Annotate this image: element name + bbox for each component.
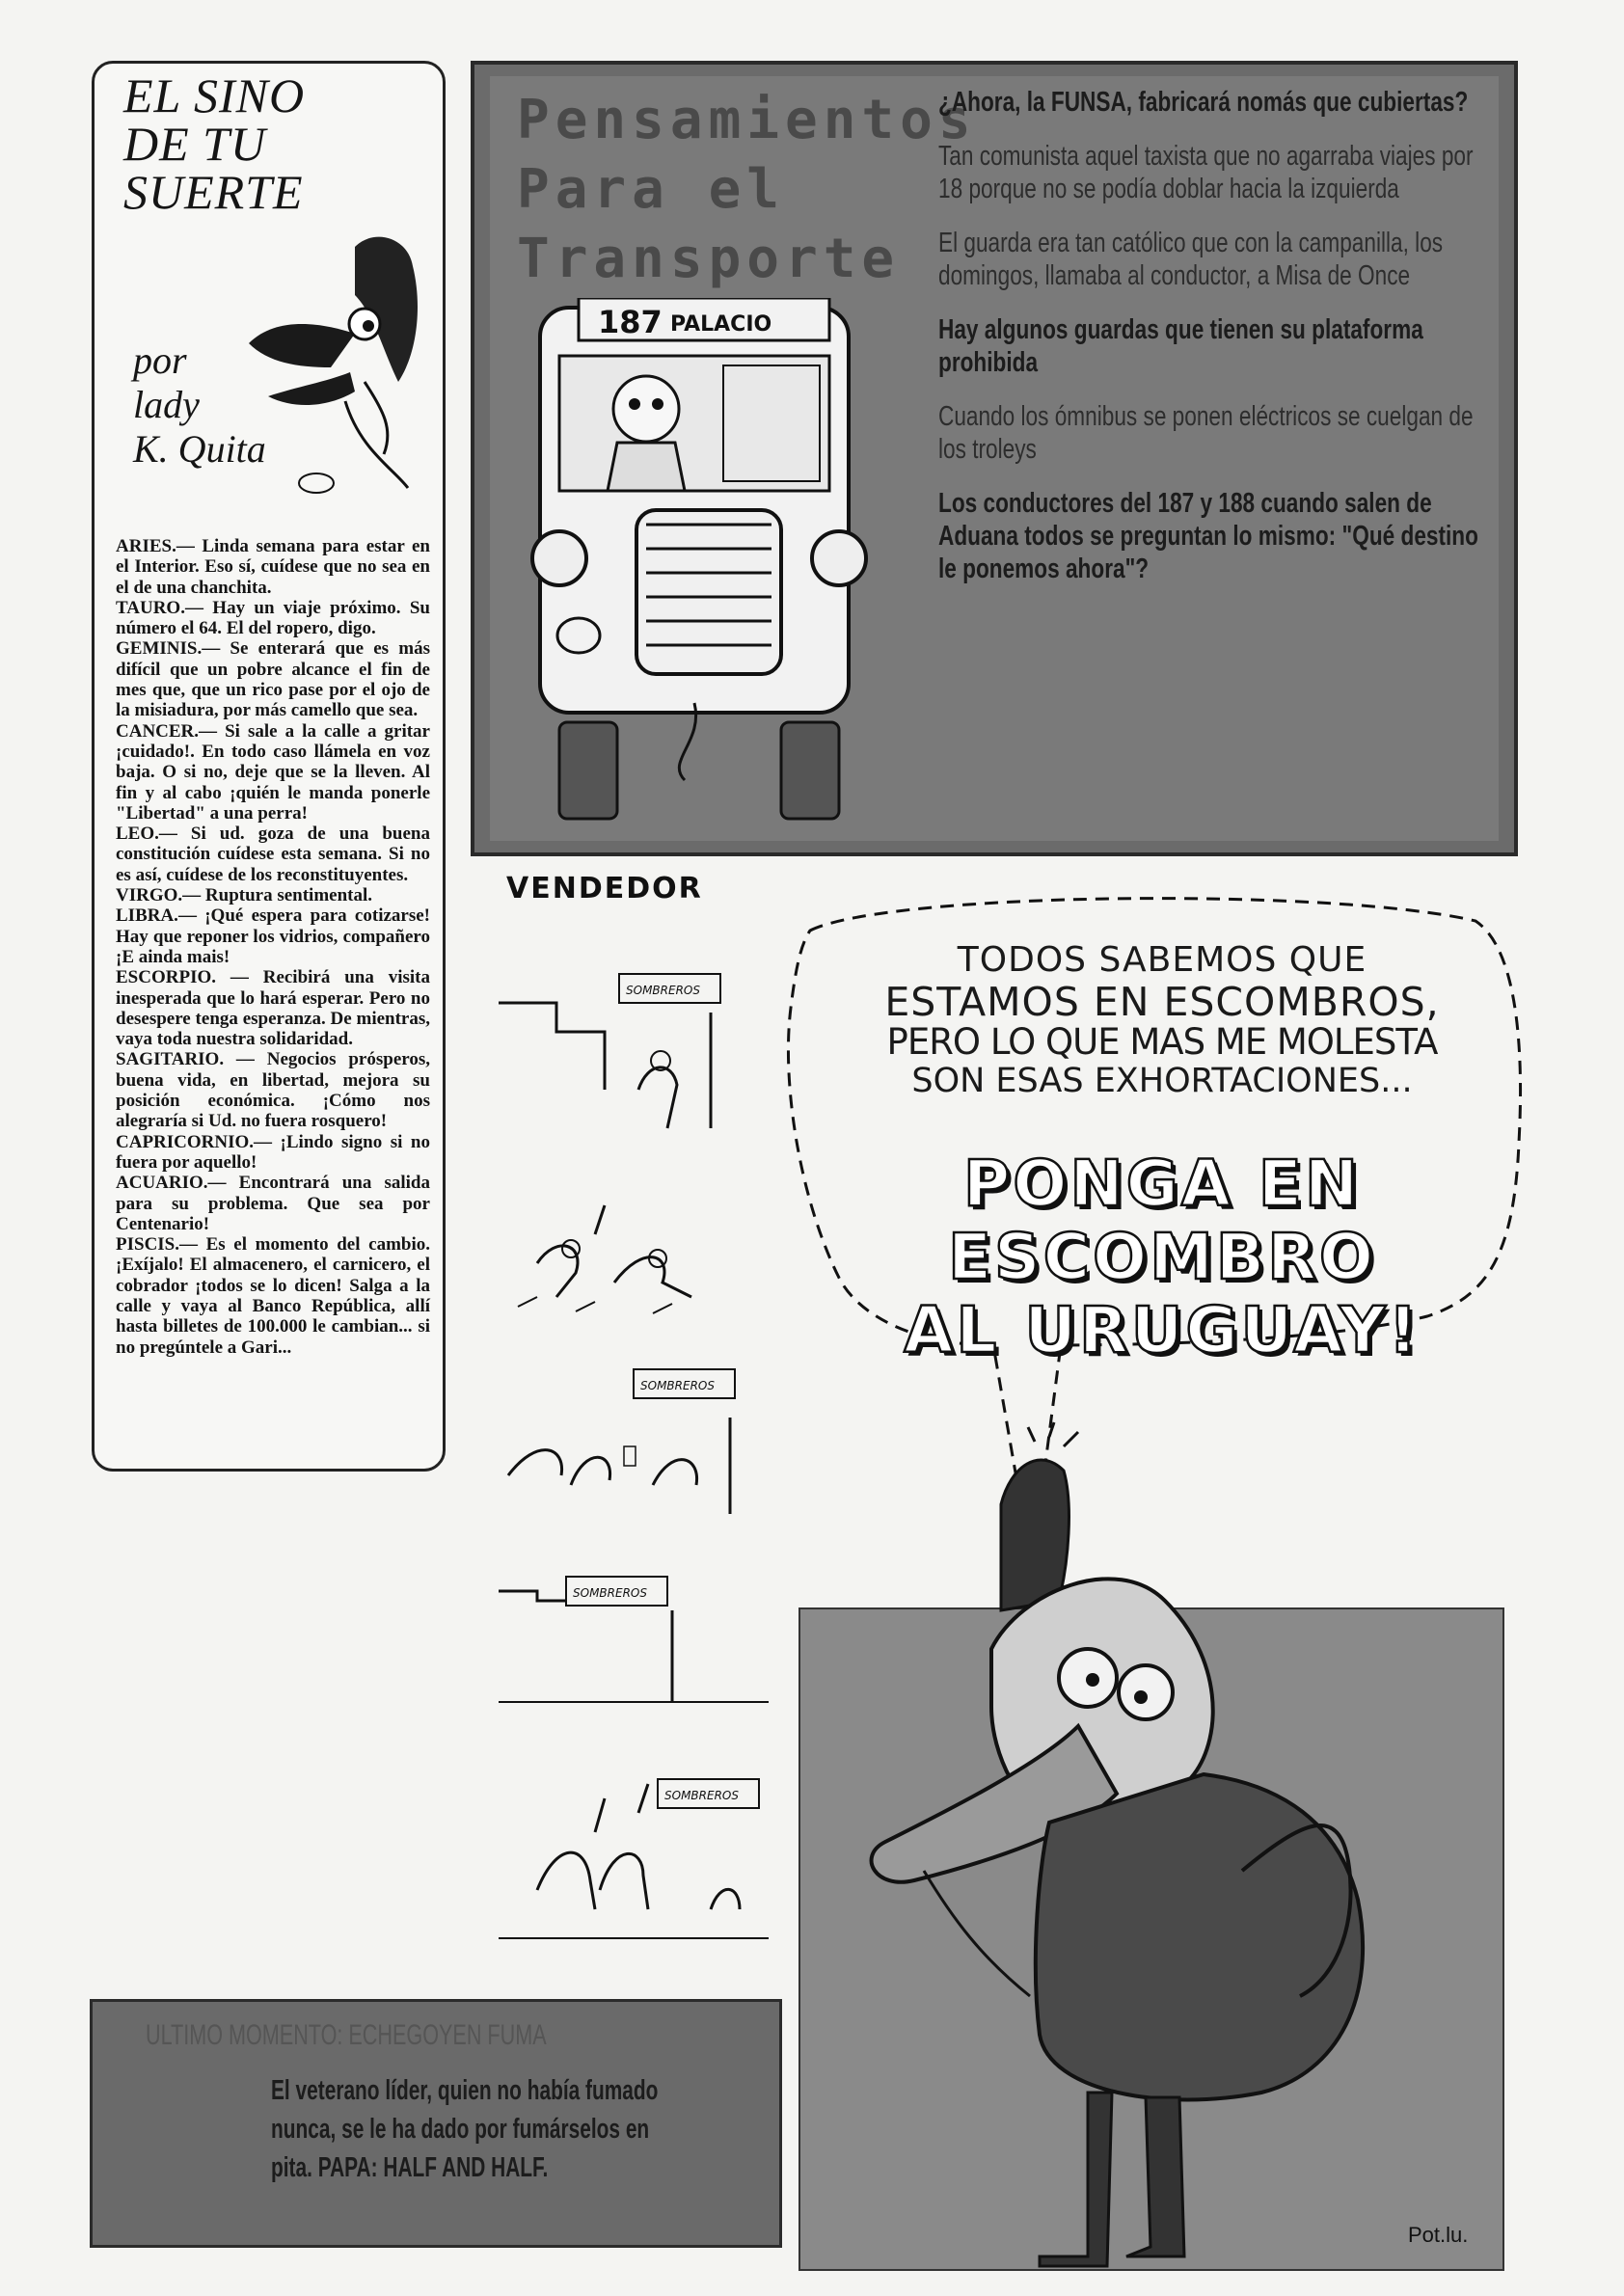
transport-title-line: Pensamientos bbox=[517, 89, 977, 151]
shop-sign: SOMBREROS bbox=[664, 1789, 739, 1802]
comic-panel-4 bbox=[499, 1577, 769, 1702]
sign-entry bbox=[116, 824, 430, 885]
sign-entry bbox=[116, 536, 430, 598]
comic-panel-1 bbox=[499, 974, 720, 1128]
bubble-line: ESTAMOS EN ESCOMBROS, bbox=[884, 979, 1440, 1025]
artist-signature: Pot.lu. bbox=[1408, 2223, 1469, 2247]
byline-line: por bbox=[133, 338, 187, 382]
sign-entry bbox=[116, 1173, 430, 1234]
sign-name: CAPRICORNIO. bbox=[116, 1131, 255, 1152]
bubble-line: PERO LO QUE MAS ME MOLESTA bbox=[886, 1021, 1438, 1063]
slogan-line: AL URUGUAY! bbox=[904, 1293, 1421, 1367]
sign-text: — ¡Lindo signo si no fuera por aquello! bbox=[116, 1131, 430, 1173]
sign-text: — Recibirá una visita inesperada que lo hará esperar. Pero no desespere tenga esperanza. De mientras, vaya toda nuestra solidaridad. bbox=[116, 967, 430, 1050]
horoscope-signs bbox=[116, 536, 430, 1358]
sign-entry bbox=[116, 721, 430, 824]
sign-text: — Negocios prósperos, buena vida, en libertad, mejora su posición económica. ¡Cómo nos alegraría si Ud. no fuera rosquero! bbox=[116, 1049, 430, 1132]
transport-title-line: Para el bbox=[517, 158, 786, 221]
speech-bubble-text bbox=[825, 940, 1500, 1100]
bus-destination: PALACIO bbox=[670, 312, 772, 337]
sign-text: — Ruptura sentimental. bbox=[182, 885, 373, 906]
transport-panel-inner bbox=[490, 76, 1499, 841]
horoscope-title bbox=[123, 68, 413, 219]
horoscope-title-line: EL SINO bbox=[123, 68, 306, 122]
sign-name: TAURO. bbox=[116, 597, 185, 618]
horoscope-panel bbox=[92, 61, 446, 1472]
transport-title bbox=[517, 86, 977, 294]
sign-entry bbox=[116, 905, 430, 967]
sign-name: CANCER. bbox=[116, 720, 200, 742]
vendedor-comic-strip bbox=[479, 916, 769, 1991]
sign-text: — ¡Qué espera para cotizarse! Hay que reponer los vidrios, compañero ¡E ainda mais! bbox=[116, 905, 430, 967]
shop-sign: SOMBREROS bbox=[573, 1586, 647, 1600]
sign-text: — Se enterará que es más difícil que un pobre alcance el fin de mes que, que un rico pase por el ojo de la misiadura, por más camello que sea. bbox=[116, 638, 430, 721]
horoscope-title-line: SUERTE bbox=[123, 165, 304, 219]
transport-joke: Los conductores del 187 y 188 cuando salen de Aduana todos se preguntan lo mismo: "Qué destino le ponemos ahora"? bbox=[938, 488, 1478, 584]
comic-panel-5 bbox=[499, 1779, 769, 1938]
slogan-line: ESCOMBRO bbox=[947, 1220, 1377, 1294]
sign-name: ESCORPIO. bbox=[116, 967, 216, 988]
byline-line: K. Quita bbox=[133, 427, 266, 471]
slogan bbox=[844, 1148, 1480, 1367]
transport-panel bbox=[471, 61, 1518, 856]
slogan-line: PONGA EN bbox=[962, 1147, 1362, 1221]
sign-entry bbox=[116, 1049, 430, 1131]
transport-joke: Hay algunos guardas que tienen su plataforma prohibida bbox=[938, 314, 1423, 378]
transport-joke: ¿Ahora, la FUNSA, fabricará nomás que cubiertas? bbox=[938, 87, 1469, 118]
bubble-line: TODOS SABEMOS QUE bbox=[957, 940, 1367, 980]
ultimo-heading: ULTIMO MOMENTO: ECHEGOYEN FUMA bbox=[146, 2019, 547, 2051]
shop-sign: SOMBREROS bbox=[640, 1379, 715, 1392]
vendedor-label: VENDEDOR bbox=[506, 872, 703, 905]
sign-text: — Es el momento del cambio. ¡Exíjalo! El almacenero, el carnicero, el cobrador ¡todos se lo dicen! Salga a la calle y vaya al Banco República, allí hasta billetes de 100.000 le cambian... si no pregúntele a Gari... bbox=[116, 1234, 430, 1358]
sign-name: LIBRA. bbox=[116, 905, 178, 927]
sign-name: SAGITARIO. bbox=[116, 1049, 225, 1070]
sign-name: ARIES. bbox=[116, 536, 176, 556]
transport-joke: Tan comunista aquel taxista que no agarraba viajes por 18 porque no se podía doblar hacia la izquierda bbox=[938, 141, 1474, 204]
horoscope-byline bbox=[133, 338, 365, 472]
ultimo-body: El veterano líder, quien no había fumado nunca, se le ha dado por fumárselos en pita. PAPA: HALF AND HALF. bbox=[271, 2075, 659, 2183]
transport-joke: Cuando los ómnibus se ponen eléctricos se cuelgan de los troleys bbox=[938, 401, 1474, 465]
sign-entry bbox=[116, 967, 430, 1049]
sign-entry bbox=[116, 1234, 430, 1358]
sign-text: — Hay un viaje próximo. Su número el 64. El del ropero, digo. bbox=[116, 597, 430, 639]
transport-joke: El guarda era tan católico que con la campanilla, los domingos, llamaba al conductor, a Misa de Once bbox=[938, 228, 1444, 291]
sign-text: — Si ud. goza de una buena constitución cuídese esta semana. Si no es así, cuídese de los reconstituyentes. bbox=[116, 824, 430, 885]
sign-name: GEMINIS. bbox=[116, 638, 203, 660]
politician-caricature bbox=[798, 1418, 1504, 2285]
sign-entry bbox=[116, 1132, 430, 1174]
bus-illustration bbox=[501, 298, 887, 838]
transport-jokes bbox=[938, 86, 1478, 607]
sign-text: — Linda semana para estar en el Interior. Eso sí, cuídese que no sea en el de una chanchita. bbox=[116, 536, 430, 598]
sign-text: — Encontrará una salida para su problema. Que sea por Centenario! bbox=[116, 1173, 430, 1234]
horoscope-title-line: DE TU bbox=[123, 117, 267, 171]
comic-panel-3 bbox=[508, 1369, 735, 1514]
sign-name: PISCIS. bbox=[116, 1234, 179, 1256]
bus-route-number: 187 bbox=[598, 304, 663, 340]
sign-text: — Si sale a la calle a gritar ¡cuidado!. En todo caso llámela en voz baja. O si no, deje que se la lleven. Al fin y al cabo ¡quién le manda ponerle "Libertad" a una perra! bbox=[116, 720, 430, 824]
sign-name: ACUARIO. bbox=[116, 1173, 208, 1194]
transport-title-line: Transporte bbox=[517, 228, 901, 290]
sign-entry bbox=[116, 598, 430, 639]
shop-sign: SOMBREROS bbox=[626, 984, 700, 997]
ultimo-momento-box bbox=[90, 1999, 782, 2248]
comic-panel-2 bbox=[518, 1205, 691, 1313]
sign-entry bbox=[116, 638, 430, 720]
sign-name: VIRGO. bbox=[116, 885, 183, 906]
sign-entry bbox=[116, 885, 430, 905]
byline-line: lady bbox=[133, 383, 200, 426]
bubble-line: SON ESAS EXHORTACIONES... bbox=[911, 1062, 1413, 1100]
sign-name: LEO. bbox=[116, 824, 159, 845]
